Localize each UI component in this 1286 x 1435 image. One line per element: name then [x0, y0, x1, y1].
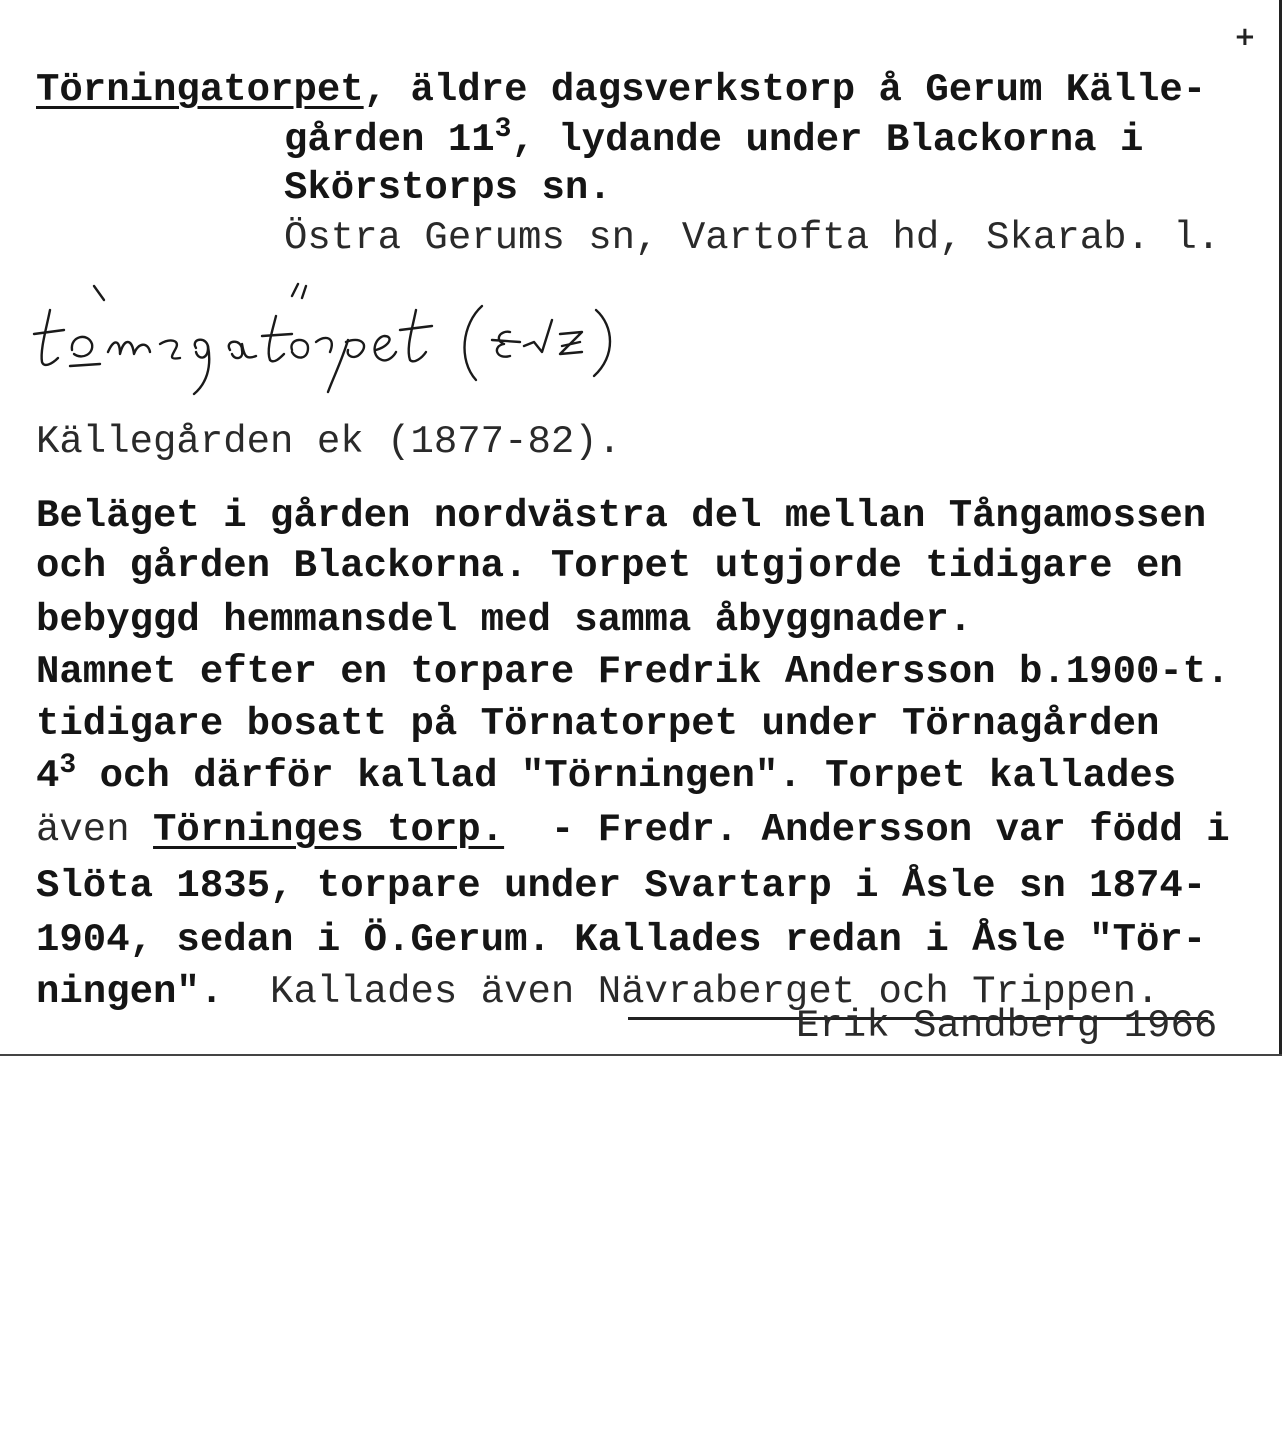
body-line-4: Namnet efter en torpare Fredrik Andersson b.1900-t. — [36, 650, 1230, 694]
body-line-7-post: - Fredr. Andersson var född i — [504, 808, 1230, 852]
body-line-6-pre: 4 — [36, 754, 60, 798]
body-line-9: 1904, sedan i Ö.Gerum. Kallades redan i Åsle "Tör- — [36, 918, 1207, 962]
header-line-1-rest: , äldre dagsverkstorp å Gerum Källe- — [363, 68, 1207, 112]
signature: Erik Sandberg 1966 — [796, 1004, 1218, 1048]
body-line-5: tidigare bosatt på Törnatorpet under Törnagården — [36, 702, 1160, 746]
body-line-6 — [36, 750, 1177, 798]
corner-mark: + — [1234, 22, 1256, 52]
header-line-2-post: , lydande under Blackorna i — [511, 118, 1144, 162]
card-edge-bottom — [0, 1054, 1282, 1056]
alt-names-navraberget-trippen: Nävraberget och Trippen. — [597, 970, 1160, 1014]
header-line-3: Skörstorps sn. — [284, 166, 612, 210]
place-name: Törningatorpet — [36, 68, 364, 112]
body-line-3: bebyggd hemmansdel med samma åbyggnader. — [36, 598, 973, 642]
body-line-2: och gården Blackorna. Torpet utgjorde tidigare en — [36, 544, 1183, 588]
body-line-1: Beläget i gården nordvästra del mellan Tångamossen — [36, 494, 1207, 538]
header-line-2-pre: gården 11 — [284, 118, 495, 162]
body-line-7 — [36, 808, 1230, 852]
card-edge-right — [1279, 0, 1282, 1056]
header-line-1 — [36, 68, 1206, 112]
source-line: Källegården ek (1877-82). — [36, 420, 622, 464]
header-line-2 — [284, 114, 1144, 162]
body-line-6-sup: 3 — [59, 750, 77, 781]
header-line-2-sup: 3 — [494, 114, 512, 145]
body-line-10-light: Kallades även — [270, 970, 598, 1014]
body-line-6-post: och därför kallad "Törningen". Torpet kallades — [76, 754, 1177, 798]
body-line-7-pre: även — [36, 808, 154, 852]
handwritten-note — [30, 280, 790, 400]
header-line-4: Östra Gerums sn, Vartofta hd, Skarab. l. — [284, 216, 1221, 260]
body-line-10-pre: ningen". — [36, 970, 271, 1014]
alt-name-tornings-torp: Törninges torp. — [153, 808, 505, 852]
body-line-8: Slöta 1835, torpare under Svartarp i Åsle sn 1874- — [36, 864, 1207, 908]
